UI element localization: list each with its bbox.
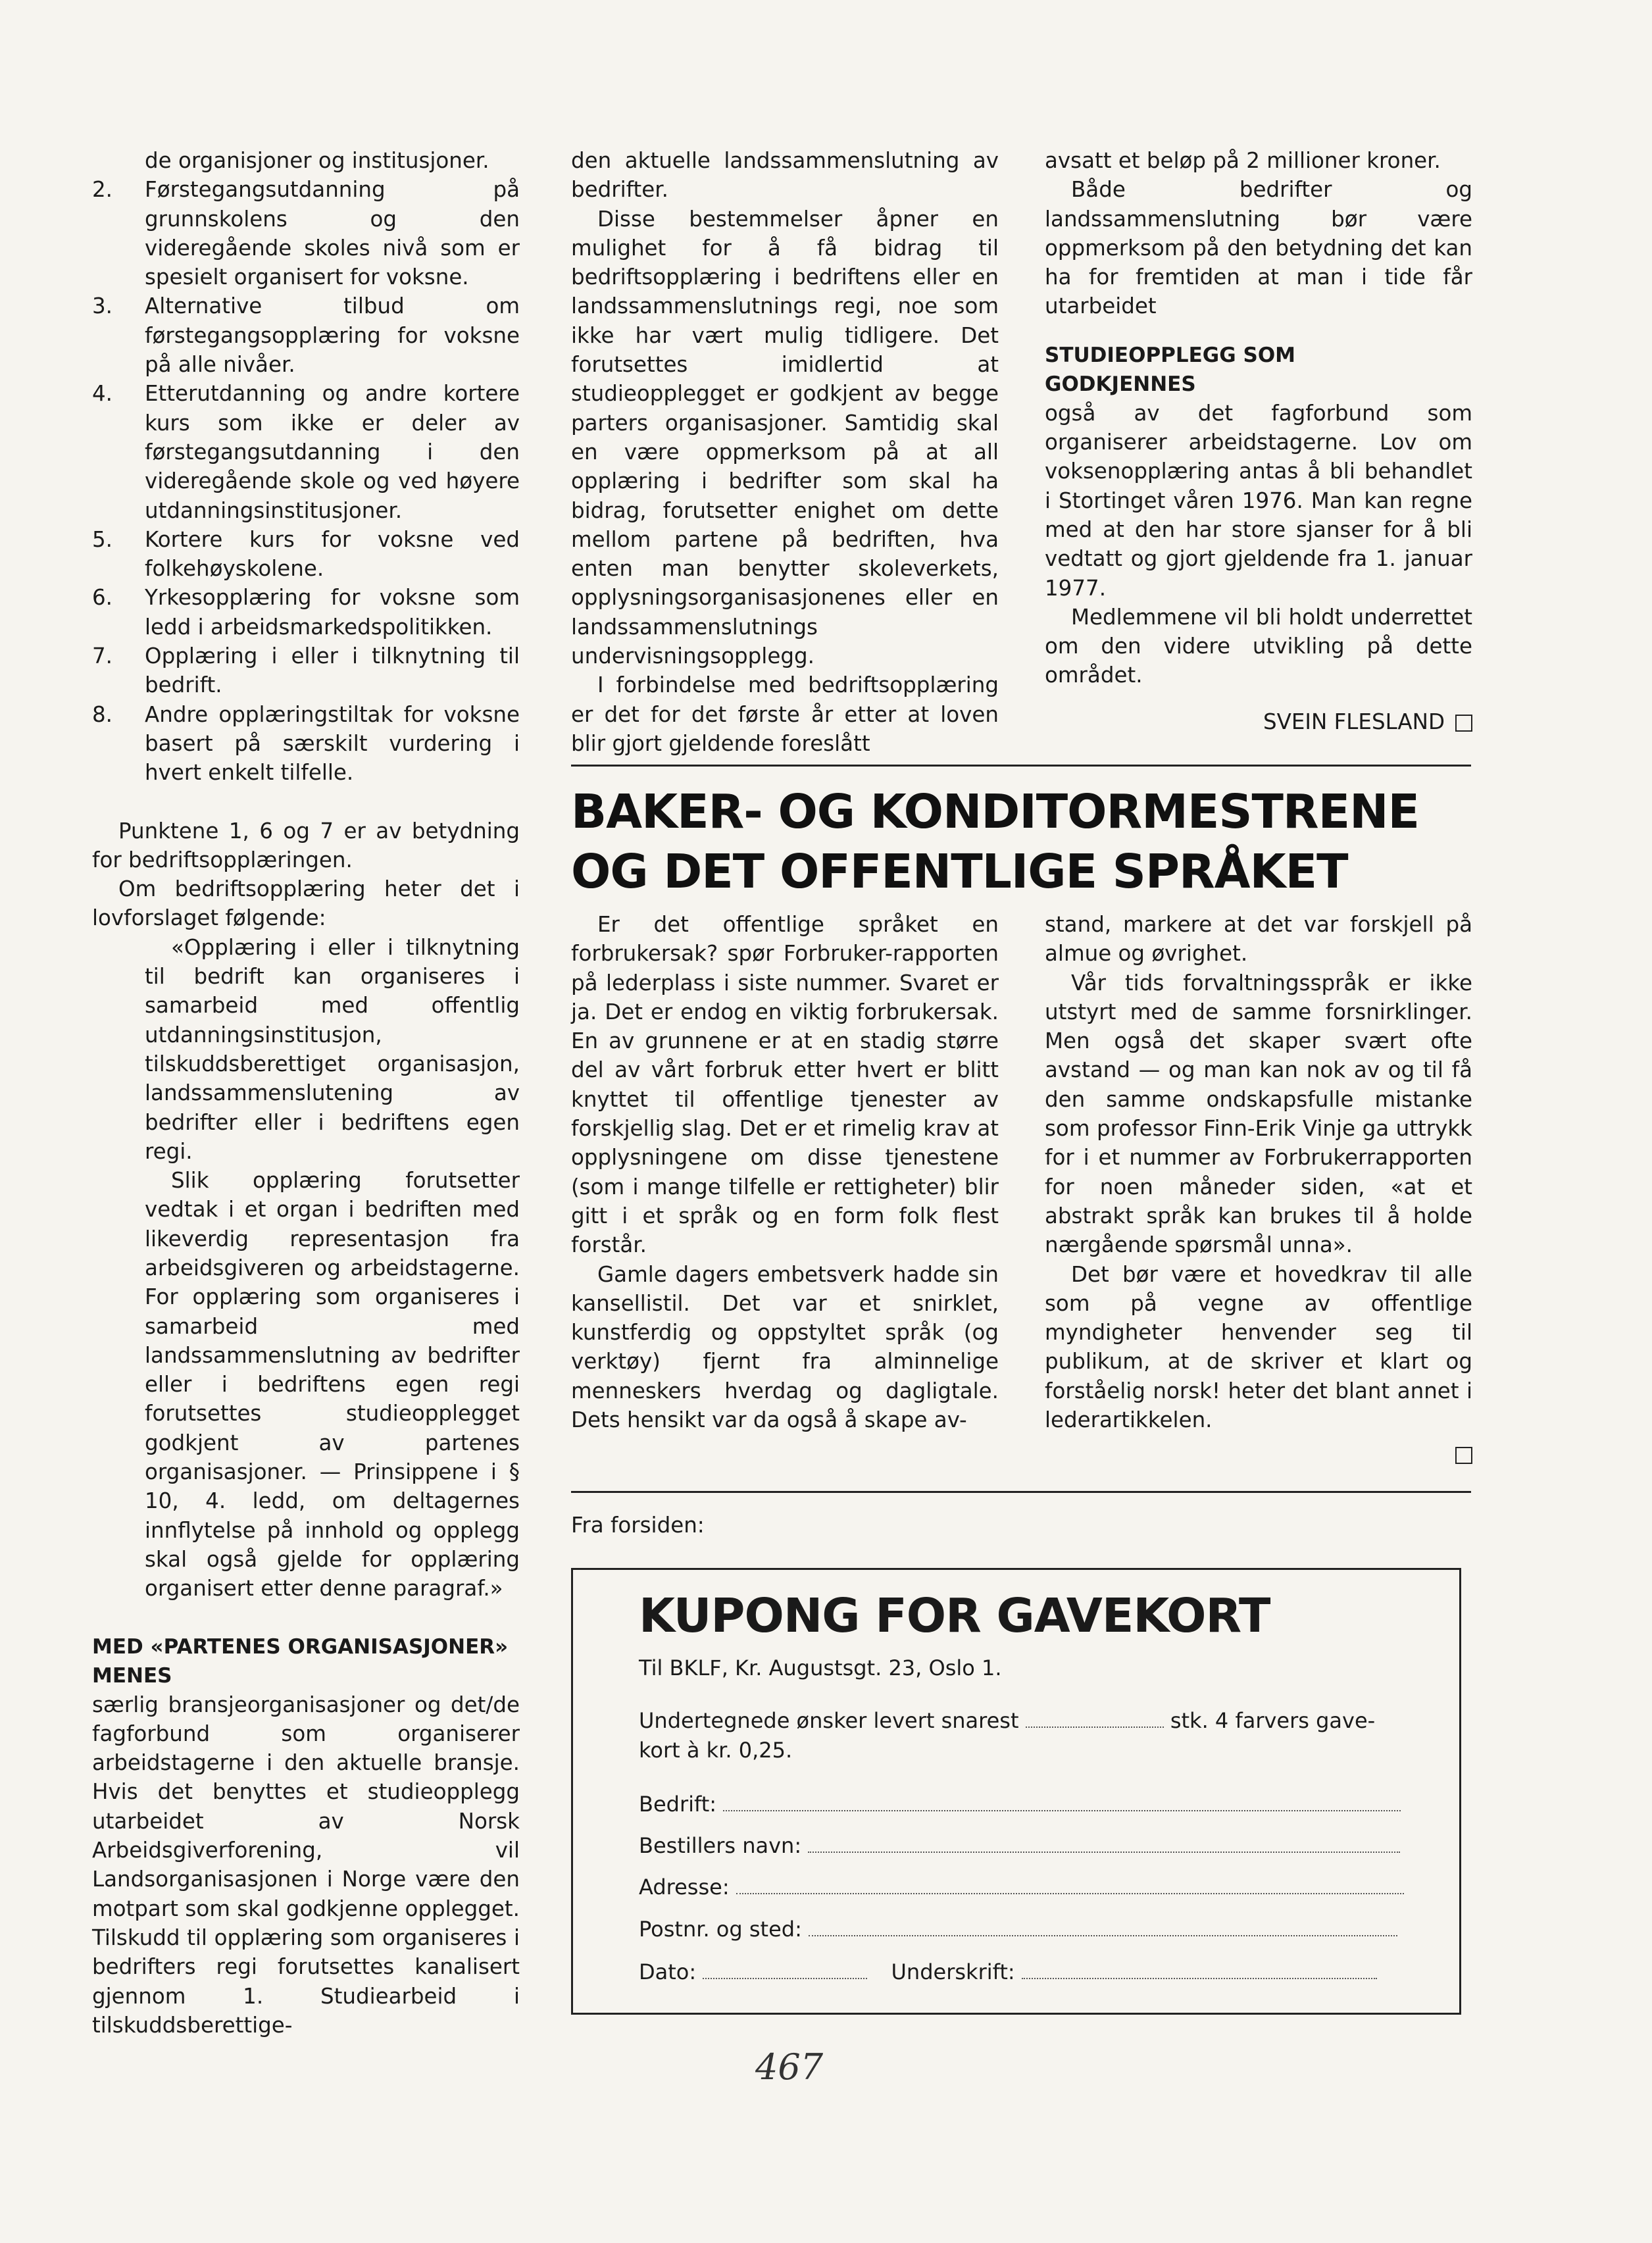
coupon-title: KUPONG FOR GAVEKORT	[639, 1588, 1270, 1643]
byline	[1045, 707, 1472, 736]
paragraph: Medlemmene vil bli holdt underrettet om den videre utvikling på dette området.	[1045, 604, 1472, 688]
divider	[571, 765, 1471, 767]
address-field[interactable]: Adresse:	[639, 1875, 1404, 1900]
list-continuation: de organisjoner og institusjoner.	[145, 148, 489, 173]
column-3	[1045, 146, 1472, 736]
numbered-list	[92, 175, 520, 787]
quote-paragraph: «Opplæring i eller i tilknytning til bedrift kan organiseres i samarbeid med offentlig utdanningsinstitusjon, tilskuddsberettiget organisasjon, landssammenslutening av bedrifter eller i bedriftens egen regi.	[145, 934, 520, 1164]
order-line-2: kort à kr. 0,25.	[639, 1738, 793, 1763]
gift-card-coupon	[571, 1568, 1461, 2015]
quote-paragraph: Slik opplæring forutsetter vedtak i et organ i bedriften med likeverdig representasjon fra arbeidsgiveren og arbeidstagerne. For opplæring som organiseres i samarbeid med landssammenslutning av bedrifter eller i bedriftens egen regi forutsettes studieopplegget godkjent av partenes organisasjoner. — Prinsippene i § 10, 4. ledd, om deltagernes innflytelse på innhold og opplegg skal også gjelde for opplæring organisert etter denne paragraf.»	[145, 1168, 520, 1601]
paragraph: stand, markere at det var forskjell på almue og øvrighet.	[1045, 912, 1472, 967]
column-1	[92, 146, 520, 2040]
section-subheading: MED «PARTENES ORGANISASJONER» MENES	[92, 1634, 509, 1688]
paragraph: Punktene 1, 6 og 7 er av betydning for bedriftsopplæringen.	[92, 818, 520, 872]
divider	[571, 1491, 1471, 1493]
list-item: 6. Yrkesopplæring for voksne som ledd i arbeidsmarkedspolitikken.	[92, 585, 520, 640]
list-item: 7. Opplæring i eller i tilknytning til bedrift.	[92, 643, 520, 698]
list-item: 2. Førstegangsutdanning på grunnskolens og den videregående skoles nivå som er spesielt organisert for voksne.	[92, 177, 520, 290]
paragraph: Både bedrifter og landssammenslutning bør være oppmerksom på den betydning det kan ha for fremtiden at man i tide får utarbeidet	[1045, 177, 1472, 319]
quantity-field[interactable]	[1026, 1726, 1164, 1728]
paragraph: Er det offentlige språket en forbrukersak? spør Forbruker-rapporten på lederplass i siste nummer. Svaret er ja. Det er endog en viktig forbrukersak. En av grunnene er at en stadig større del av vårt forbruk etter hvert er blitt knyttet til offentlige tjenester av forskjellig slag. Det er et rimelig krav at opplysningene om disse tjenestene (som i mange tilfelle er rettigheter) blir gitt i et språk og en form folk flest forstår.	[571, 912, 999, 1258]
end-mark-icon	[1455, 1447, 1472, 1464]
paragraph: Vår tids forvaltningsspråk er ikke utstyrt med de samme forsnirklinger. Men også det skaper svært ofte avstand — og man kan nok av og til få den samme ondskapsfulle mistanke som professor Finn-Erik Vinje ga uttrykk for i et nummer av Forbrukerrapporten for noen måneder siden, «at et abstrakt språk kan brukes til å holde nærgående spørsmål unna».	[1045, 970, 1472, 1258]
law-quote	[92, 933, 520, 1603]
paragraph: Det bør være et hovedkrav til alle som på vegne av offentlige myndigheter henvender seg til publikum, at de skriver et klart og forståelig norsk! heter det blant annet i lederartikkelen.	[1045, 1261, 1472, 1433]
date-field[interactable]	[703, 1977, 867, 1979]
postal-field[interactable]: Postnr. og sted:	[639, 1917, 1397, 1942]
signature-field[interactable]	[1022, 1977, 1377, 1979]
paragraph: Om bedriftsopplæring heter det i lovforslaget følgende:	[92, 876, 520, 931]
paragraph: også av det fagforbund som organiserer arbeidstagerne. Lov om voksenopplæring antas å bli behandlet i Stortinget våren 1976. Man kan regne med at den har store sjanser for å bli vedtatt og gjort gjeldende fra 1. januar 1977.	[1045, 400, 1472, 601]
list-item: 3. Alternative tilbud om førstegangsopplæring for voksne på alle nivåer.	[92, 293, 520, 378]
paragraph: avsatt et beløp på 2 millioner kroner.	[1045, 148, 1441, 173]
section-subheading: STUDIEOPPLEGG SOM GODKJENNES	[1045, 343, 1296, 396]
list-item: 5. Kortere kurs for voksne ved folkehøyskolene.	[92, 526, 520, 582]
paragraph: den aktuelle landssammenslutning av bedrifter.	[571, 148, 999, 203]
company-field[interactable]: Bedrift:	[639, 1792, 1401, 1817]
paragraph: I forbindelse med bedriftsopplæring er det for det første år etter at loven blir gjort gjeldende foreslått	[571, 672, 999, 756]
article-column-a	[571, 910, 999, 1434]
from-front-label: Fra forsiden:	[571, 1513, 705, 1538]
page-number: 467	[755, 2046, 824, 2088]
paragraph: Disse bestemmelser åpner en mulighet for å få bidrag til bedriftsopplæring i bedriftens eller en landssammenslutnings regi, noe som ikke har vært mulig tidligere. Det forutsettes imidlertid at studieopplegget er godkjent av begge parters organisasjoner. Samtidig skal en være oppmerksom på at all opplæring i bedrifter som skal ha bidrag, forutsetter enighet om dette mellom partene på bedriften, hva enten man benytter skoleverkets, opplysningsorganisasjonenes eller en landssammenslutnings undervisningsopplegg.	[571, 206, 999, 669]
list-item: 8. Andre opplæringstiltak for voksne basert på særskilt vurdering i hvert enkelt tilfelle.	[92, 701, 520, 786]
author-name: SVEIN FLESLAND	[1263, 709, 1445, 734]
date-signature-field[interactable]: Dato: Underskrift:	[639, 1959, 1377, 1984]
paragraph: særlig bransjeorganisasjoner og det/de fagforbund som organiserer arbeidstagerne i den aktuelle bransje. Hvis det benyttes et studieopplegg utarbeidet av Norsk Arbeidsgiverforening, vil Landsorganisasjonen i Norge være den motpart som skal godkjenne opplegget. Tilskudd til opplæring som organiseres i bedrifters regi forutsettes kanalisert gjennom 1. Studiearbeid i tilskuddsberettige-	[92, 1692, 520, 2038]
end-mark-icon	[1455, 715, 1472, 732]
article-column-b	[1045, 910, 1472, 1469]
paragraph: Gamle dagers embetsverk hadde sin kansellistil. Det var et snirklet, kunstferdig og oppstyltet språk (og verktøy) fjernt fra alminnelige menneskers hverdag og dagligtale. Dets hensikt var da også å skape av-	[571, 1261, 999, 1433]
order-line: Undertegnede ønsker levert snarest stk. 4 farvers gave-	[639, 1708, 1376, 1733]
list-item: 4. Etterutdanning og andre kortere kurs som ikke er deler av førstegangsutdanning i den videregående skole og ved høyere utdanningsinstitusjoner.	[92, 381, 520, 523]
orderer-name-field[interactable]: Bestillers navn:	[639, 1833, 1400, 1858]
article-headline: BAKER- OG KONDITORMESTRENE OG DET OFFENTLIGE SPRÅKET	[571, 784, 1420, 899]
coupon-address: Til BKLF, Kr. Augustsgt. 23, Oslo 1.	[639, 1655, 1002, 1680]
column-2	[571, 146, 999, 758]
